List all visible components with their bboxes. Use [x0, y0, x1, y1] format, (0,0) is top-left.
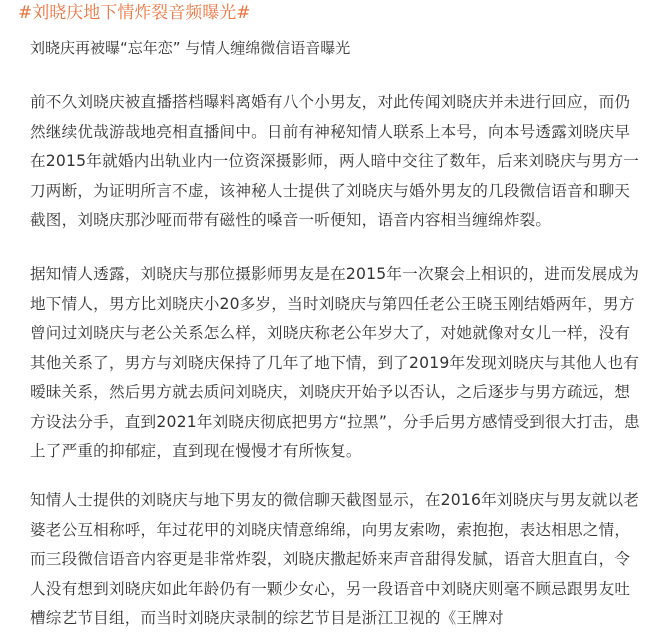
- text-line: 知情人士提供的刘晓庆与地下男友的微信聊天截图显示，在2016年刘晓庆与男友就以老: [30, 491, 640, 509]
- text-line: 据知情人透露，刘晓庆与那位摄影师男友是在2015年一次聚会上相识的，进而发展成为: [30, 265, 640, 283]
- text-line: 方设法分手，直到2021年刘晓庆彻底把男方“拉黑”，分手后男方感情受到很大打击，患: [30, 412, 640, 431]
- text-line: 上了严重的抑郁症，直到现在慢慢才有所恢复。: [30, 442, 362, 460]
- text-line: 刀两断，为证明所言不虚，该神秘人士提供了刘晓庆与婚外男友的几段微信语音和聊天: [30, 181, 631, 200]
- text-line: 在2015年就婚内出轨业内一位资深摄影师，两人暗中交往了数年，后来刘晓庆与男方一: [30, 152, 640, 170]
- text-line: 曾问过刘晓庆与老公关系怎么样，刘晓庆称老公年岁大了，对她就像对女儿一样，没有: [30, 324, 631, 342]
- text-line: 然继续优哉游哉地亮相直播间中。日前有神秘知情人联系上本号，向本号透露刘晓庆早: [30, 122, 631, 141]
- text-line: 婆老公互相称呼，年过花甲的刘晓庆情意绵绵，向男友索吻，索抱抱，表达相思之情，: [30, 520, 631, 539]
- text-line: 而三段微信语音内容更是非常炸裂，刘晓庆撒起娇来声音甜得发腻，语音大胆直白，令: [30, 550, 631, 568]
- text-line: 截图，刘晓庆那沙哑而带有磁性的嗓音一听便知，语音内容相当缠绵炸裂。: [30, 211, 552, 229]
- post-subtitle: 刘晓庆再被曝“忘年恋” 与情人缠绵微信语音曝光: [30, 39, 351, 57]
- paragraph-1: [30, 88, 642, 236]
- hashtag-link[interactable]: #刘晓庆地下情炸裂音频曝光#: [18, 3, 251, 23]
- paragraph-2: [30, 260, 642, 467]
- text-line: 地下情人，男方比刘晓庆小20多岁，当时刘晓庆与第四任老公王晓玉刚结婚两年，男方: [30, 294, 635, 313]
- text-line: 前不久刘晓庆被直播搭档曝料离婚有八个小男友，对此传闻刘晓庆并未进行回应，而仍: [30, 93, 631, 111]
- text-line: 槽综艺节目组，而当时刘晓庆录制的综艺节目是浙江卫视的《王牌对: [30, 609, 504, 627]
- paragraph-3: [30, 486, 642, 633]
- text-line: 暧昧关系，然后男方就去质问刘晓庆，刘晓庆开始予以否认，之后逐步与男方疏远，想: [30, 383, 631, 401]
- text-line: 人没有想到刘晓庆如此年龄仍有一颗少女心，另一段语音中刘晓庆则毫不顾忌跟男友吐: [30, 579, 631, 598]
- text-line: 其他关系了，男方与刘晓庆保持了几年了地下情，到了2019年发现刘晓庆与其他人也有: [30, 353, 640, 372]
